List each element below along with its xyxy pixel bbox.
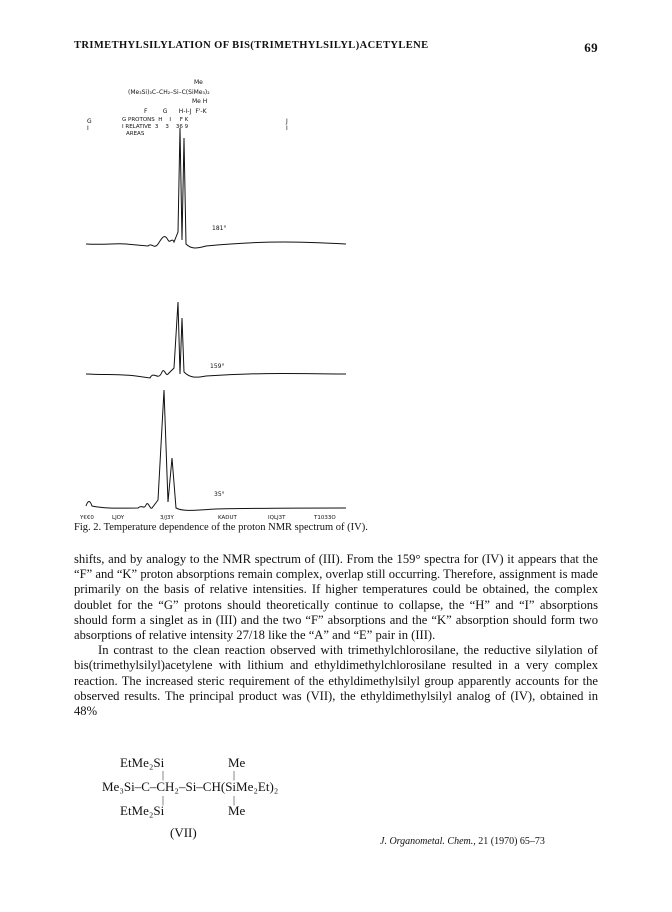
page-number: 69 (584, 40, 598, 55)
structure-line-3: Me H (192, 98, 208, 105)
citation-details: , 21 (1970) 65–73 (473, 836, 545, 847)
axis-tick-label-3: 3/J3Y (160, 515, 174, 521)
structure-letters: F G H-I-J F'-K (144, 108, 207, 115)
left-marker-top: G (87, 118, 92, 125)
structure-line-1: Me (194, 79, 203, 86)
legend-line-3: AREAS (126, 131, 145, 137)
formula-bond-bottom-si: | (233, 795, 236, 806)
formula-bottom-right: Me (228, 803, 246, 818)
formula-bond-top-si: | (233, 770, 236, 781)
structural-formula-vii (102, 755, 420, 865)
temp-label-bottom: 35° (214, 491, 225, 498)
nmr-spectra (66, 72, 626, 522)
formula-bottom-left: EtMe₂Si (120, 803, 165, 818)
compound-label: (VII) (170, 825, 197, 840)
paragraph-2: In contrast to the clean reaction observed with trimethylchlorosilane, the reductive silylation of bis(trimethylsilyl)acetylene with lithium and ethyldimethylchlorosilane resulted in a very complex reaction. The increased steric requirement of the ethyldimethylsilyl group apparently accounts for the observed results. The principal product was (VII), the ethyldimethylsilyl analog of (IV), obtained in 48% (74, 643, 598, 719)
formula-top-left: EtMe₂Si (120, 755, 165, 770)
nmr-figure (66, 72, 626, 522)
body-text (74, 552, 598, 719)
axis-tick-label-6: T1033O (314, 515, 336, 521)
formula-main-chain: Me₃Si–C–CH₂–Si–CH(SiMe₂Et)₂ (102, 779, 279, 794)
axis-tick-label-2: LJOY (112, 515, 125, 521)
legend-line-2: I RELATIVE 3 3 36 9 (122, 124, 189, 130)
formula-bond-top-c: | (162, 770, 165, 781)
formula-bond-bottom-c: | (162, 795, 165, 806)
axis-tick-label-1: Y€€0 (80, 515, 94, 521)
figure-caption: Fig. 2. Temperature dependence of the proton NMR spectrum of (IV). (74, 522, 368, 533)
journal-citation (380, 836, 545, 847)
structure-line-2: (Me₃Si)₃C–CH₂–Si–C(SiMe₃)₂ (128, 89, 210, 96)
temp-label-middle: 159° (210, 363, 225, 370)
journal-name: J. Organometal. Chem. (380, 836, 474, 847)
left-marker-bottom: I (87, 125, 89, 132)
right-marker-top: J (286, 118, 288, 125)
right-marker-bottom: I (286, 125, 288, 132)
paragraph-1: shifts, and by analogy to the NMR spectrum of (III). From the 159° spectra for (IV) it appears that the “F” and “K” proton absorptions remain complex, overlap still occurring. Therefore, assignment is made primarily on the basis of relative intensities. If higher temperatures could be obtained, the complex doublet for the “G” protons should theoretically continue to collapse, the “H” and “I” absorptions should form a singlet as in (III) and the two “F” absorptions and the “K” absorption should form two absorptions of relative intensity 27/18 like the “A” and “E” pair in (III). (74, 552, 598, 643)
axis-tick-label-5: IQLJ3T (268, 515, 286, 521)
axis-tick-label-4: KADUT (218, 515, 237, 521)
formula-top-right: Me (228, 755, 246, 770)
temp-label-top: 181° (212, 225, 227, 232)
running-head (74, 40, 598, 56)
running-title: TRIMETHYLSILYLATION OF BIS(TRIMETHYLSILYL)ACETYLENE (74, 40, 429, 51)
legend-line-1: G PROTONS H I F K (122, 117, 189, 123)
